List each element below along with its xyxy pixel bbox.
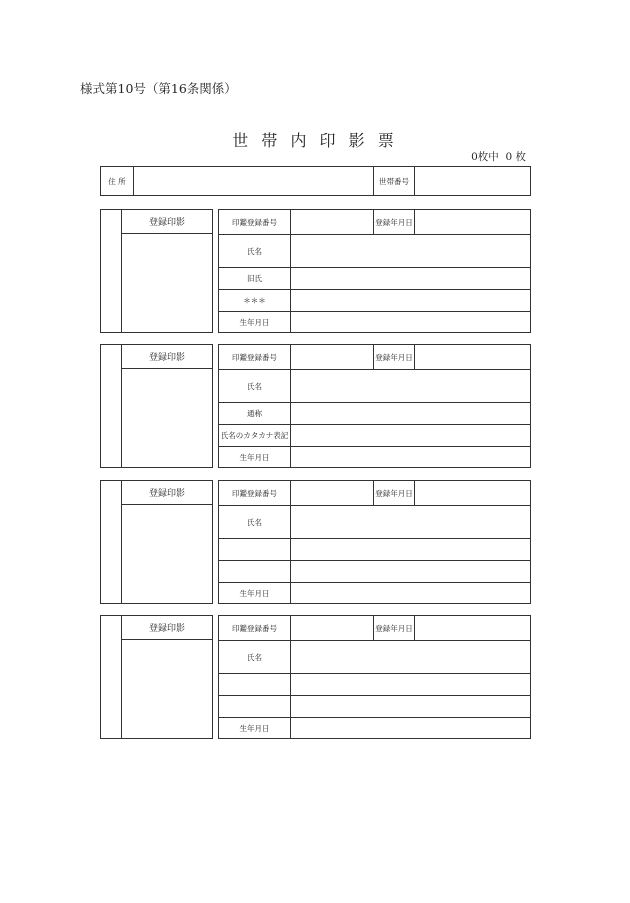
registered-seal-label: 登録印影 — [148, 624, 185, 634]
form-number: 様式第10号（第16条関係） — [80, 81, 237, 96]
row-label: 氏名 — [247, 381, 262, 391]
record-details — [218, 615, 531, 739]
row-field[interactable] — [291, 539, 530, 560]
row-label: 生年月日 — [239, 317, 270, 327]
seal-panel — [100, 209, 213, 333]
registered-seal-area[interactable] — [122, 369, 212, 467]
record-details — [218, 344, 531, 468]
seal-panel — [100, 480, 213, 604]
row-label: 通称 — [247, 409, 262, 418]
household-number-field[interactable] — [415, 167, 530, 195]
row-label: 氏名 — [247, 517, 262, 527]
seal-registration-number-label: 印鑑登録番号 — [232, 623, 277, 633]
row-label — [219, 561, 290, 582]
row-label: 旧氏 — [247, 274, 262, 283]
row-label — [219, 674, 290, 695]
address-row — [100, 166, 531, 196]
registered-seal-label: 登録印影 — [148, 218, 185, 228]
row-field[interactable] — [291, 696, 530, 717]
seal-registration-number-label: 印鑑登録番号 — [232, 217, 277, 227]
seal-registration-number-field[interactable] — [291, 210, 373, 234]
row-field[interactable] — [291, 561, 530, 582]
row-label: 生年月日 — [239, 723, 270, 733]
row-field[interactable] — [291, 641, 530, 673]
page-title: 世 帯 内 印 影 票 — [232, 131, 398, 150]
row-field[interactable] — [291, 425, 530, 446]
row-field[interactable] — [291, 235, 530, 267]
row-label: 生年月日 — [239, 588, 270, 598]
seal-registration-number-field[interactable] — [291, 481, 373, 505]
sheet-count — [471, 149, 526, 164]
registration-date-label: 登録年月日 — [375, 623, 413, 633]
seal-registration-number-field[interactable] — [291, 616, 373, 640]
sheet-total: 0 — [505, 151, 513, 163]
registration-date-field[interactable] — [415, 481, 530, 505]
row-field[interactable] — [291, 674, 530, 695]
registered-seal-label: 登録印影 — [148, 489, 185, 499]
row-label — [219, 696, 290, 717]
registration-date-label: 登録年月日 — [375, 488, 413, 498]
row-field[interactable] — [291, 312, 530, 332]
row-field[interactable] — [291, 506, 530, 538]
registered-seal-area[interactable] — [122, 505, 212, 603]
row-field[interactable] — [291, 403, 530, 424]
row-label: 生年月日 — [239, 452, 270, 462]
registered-seal-area[interactable] — [122, 640, 212, 738]
registration-date-field[interactable] — [415, 210, 530, 234]
seal-registration-number-label: 印鑑登録番号 — [232, 488, 277, 498]
sheet-unit: 枚 — [515, 151, 526, 163]
registered-seal-label: 登録印影 — [148, 353, 185, 363]
seal-panel — [100, 344, 213, 468]
row-field[interactable] — [291, 290, 530, 311]
registered-seal-area[interactable] — [122, 234, 212, 332]
seal-registration-number-field[interactable] — [291, 345, 373, 369]
row-label: 氏名 — [247, 652, 262, 662]
address-label: 住 所 — [108, 176, 126, 186]
row-label: 氏名のカタカナ表記 — [220, 431, 289, 440]
registration-date-field[interactable] — [415, 345, 530, 369]
household-number-label: 世帯番号 — [379, 176, 409, 186]
sheet-of-label: 枚中 — [477, 151, 499, 163]
row-field[interactable] — [291, 447, 530, 467]
seal-registration-number-label: 印鑑登録番号 — [232, 352, 277, 362]
seal-panel — [100, 615, 213, 739]
row-label: 氏名 — [247, 246, 262, 256]
registration-date-label: 登録年月日 — [375, 217, 413, 227]
row-field[interactable] — [291, 370, 530, 402]
record-details — [218, 480, 531, 604]
row-label — [219, 539, 290, 560]
row-field[interactable] — [291, 268, 530, 289]
row-field[interactable] — [291, 583, 530, 603]
row-label: ＊＊＊ — [243, 296, 266, 305]
sheet-current: 0 — [471, 151, 478, 163]
address-field[interactable] — [134, 167, 373, 195]
registration-date-label: 登録年月日 — [375, 352, 413, 362]
row-field[interactable] — [291, 718, 530, 738]
registration-date-field[interactable] — [415, 616, 530, 640]
record-details — [218, 209, 531, 333]
